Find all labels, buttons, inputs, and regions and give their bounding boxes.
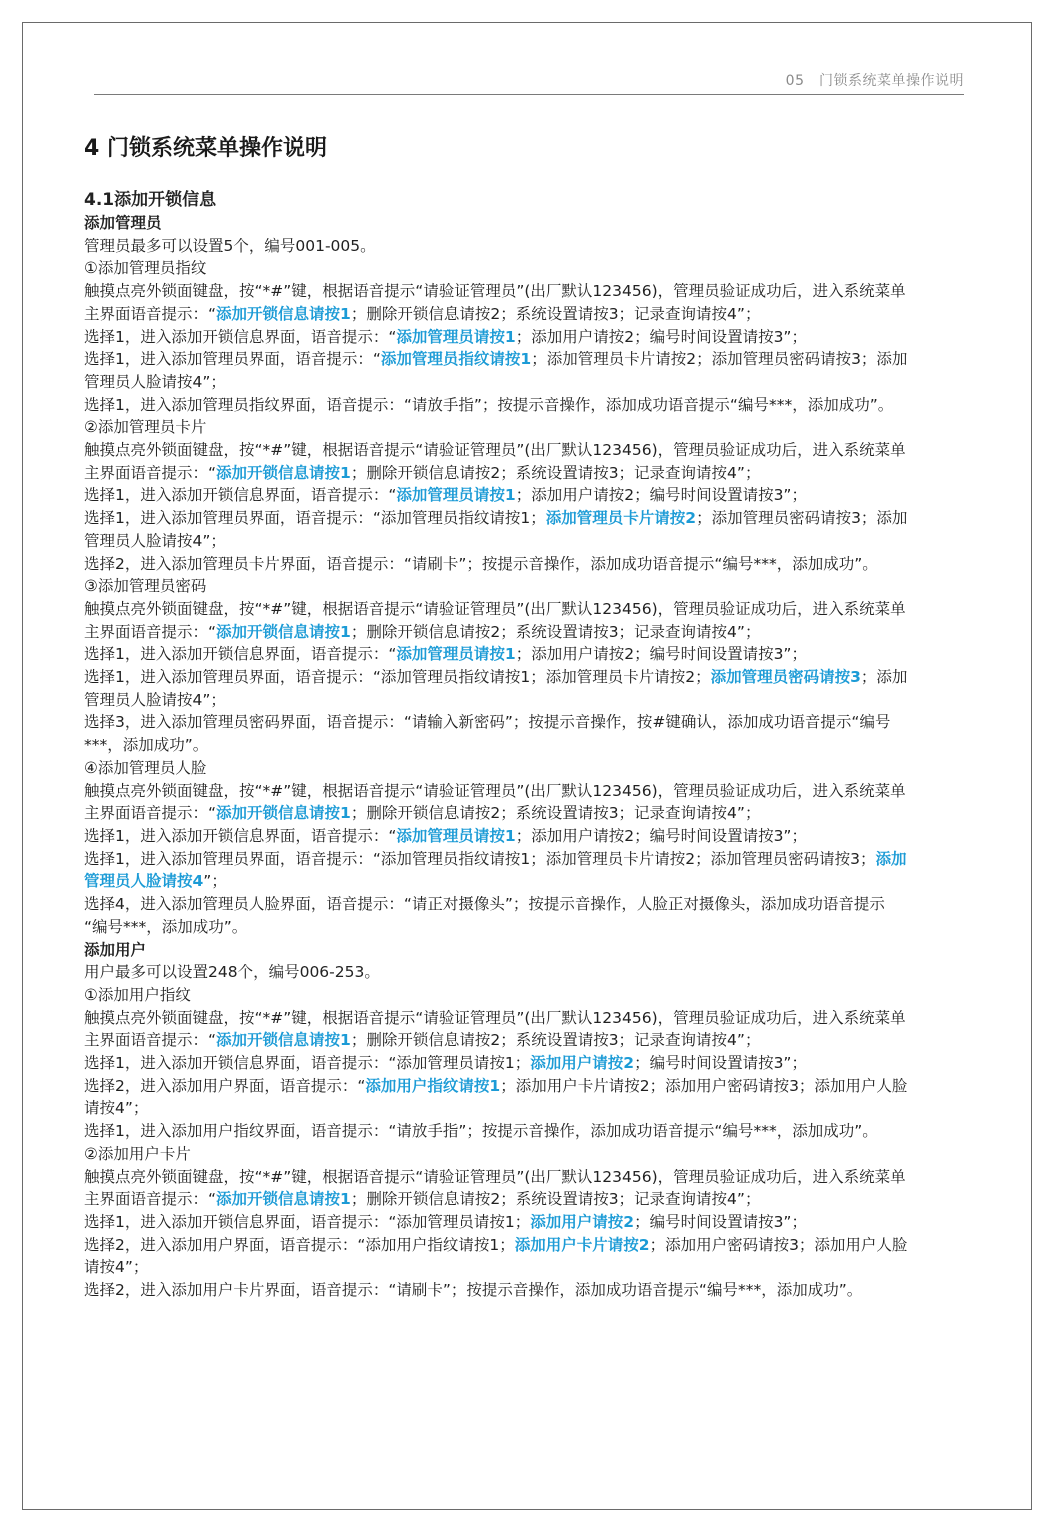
text-line	[84, 780, 984, 803]
text-segment: 触摸点亮外锁面键盘，按“*#”键，根据语音提示“请验证管理员”(出厂默认123456)，管理员验证成功后，进入系统菜单	[84, 282, 906, 301]
text-segment: ；删除开锁信息请按2；系统设置请按3；记录查询请按4”；	[350, 804, 761, 823]
highlighted-text: 添加管理员请按1	[396, 327, 516, 346]
text-segment: 添加管理员	[84, 214, 162, 232]
text-line	[84, 484, 984, 507]
text-line	[84, 1097, 984, 1120]
text-segment: 触摸点亮外锁面键盘，按“*#”键，根据语音提示“请验证管理员”(出厂默认123456)，管理员验证成功后，进入系统菜单	[84, 1008, 906, 1027]
highlighted-text: 添加开锁信息请按1	[216, 622, 351, 641]
text-segment: 主界面语音提示：“	[84, 304, 217, 323]
highlighted-text: 添加用户指纹请按1	[365, 1076, 501, 1095]
text-line	[84, 326, 984, 349]
text-line	[84, 870, 984, 893]
text-segment: 选择2，进入添加用户界面，语音提示：“	[84, 1076, 366, 1095]
highlighted-text: 添加开锁信息请按1	[216, 1190, 351, 1209]
highlighted-text: 添加管理员密码请按3	[710, 668, 861, 687]
text-line	[84, 1234, 984, 1257]
text-segment: ；添加用户请按2；编号时间设置请按3”；	[515, 826, 807, 845]
text-segment: 选择2，进入添加用户界面，语音提示：“添加用户指纹请按1；	[84, 1235, 515, 1254]
text-line	[84, 257, 984, 280]
text-segment: 选择1，进入添加开锁信息界面，语音提示：“添加管理员请按1；	[84, 1212, 531, 1231]
text-line	[84, 575, 984, 598]
text-segment: 主界面语音提示：“	[84, 804, 217, 823]
highlighted-text: 添加管理员指纹请按1	[380, 350, 532, 369]
text-segment: ①添加用户指纹	[84, 985, 191, 1004]
text-segment: ；添加用户请按2；编号时间设置请按3”；	[515, 645, 807, 664]
text-line	[84, 757, 984, 780]
text-segment: 选择1，进入添加开锁信息界面，语音提示：“	[84, 826, 397, 845]
text-segment: 触摸点亮外锁面键盘，按“*#”键，根据语音提示“请验证管理员”(出厂默认123456)，管理员验证成功后，进入系统菜单	[84, 781, 906, 800]
text-segment: 主界面语音提示：“	[84, 1190, 217, 1209]
text-segment: 用户最多可以设置248个，编号006-253。	[84, 963, 380, 982]
text-segment: 选择1，进入添加管理员指纹界面，语音提示：“请放手指”；按提示音操作，添加成功语音提示“编号***，添加成功”。	[84, 395, 894, 414]
text-line	[84, 848, 984, 871]
text-line	[84, 711, 984, 734]
text-segment: ；删除开锁信息请按2；系统设置请按3；记录查询请按4”；	[350, 622, 761, 641]
text-segment: 4.1添加开锁信息	[84, 190, 217, 210]
text-segment: 触摸点亮外锁面键盘，按“*#”键，根据语音提示“请验证管理员”(出厂默认123456)，管理员验证成功后，进入系统菜单	[84, 599, 906, 618]
text-line	[84, 530, 984, 553]
highlighted-text: 管理员人脸请按4	[84, 872, 204, 891]
highlighted-text: 添加开锁信息请按1	[216, 304, 351, 323]
highlighted-text: 添加用户请按2	[530, 1212, 635, 1231]
text-segment: ；删除开锁信息请按2；系统设置请按3；记录查询请按4”；	[350, 463, 761, 482]
section-heading	[84, 188, 984, 212]
subsection-heading	[84, 212, 984, 235]
text-segment: ；添加用户卡片请按2；添加用户密码请按3；添加用户人脸	[500, 1076, 908, 1095]
text-line	[84, 439, 984, 462]
header-text: 05 门锁系统菜单操作说明	[785, 73, 964, 89]
highlighted-text: 添加管理员请按1	[396, 645, 516, 664]
text-line	[84, 1007, 984, 1030]
text-segment: 选择3，进入添加管理员密码界面，语音提示：“请输入新密码”；按提示音操作，按#键确认，添加成功语音提示“编号	[84, 713, 891, 732]
highlighted-text: 添加管理员请按1	[396, 826, 516, 845]
text-line	[84, 1143, 984, 1166]
text-segment: ；添加管理员卡片请按2；添加管理员密码请按3；添加	[531, 350, 908, 369]
text-line	[84, 1166, 984, 1189]
text-line	[84, 666, 984, 689]
page-header	[94, 64, 964, 95]
text-segment: 请按4”；	[84, 1099, 149, 1118]
text-segment: 选择1，进入添加用户指纹界面，语音提示：“请放手指”；按提示音操作，添加成功语音提示“编号***，添加成功”。	[84, 1122, 878, 1141]
text-line	[84, 507, 984, 530]
text-line	[84, 1279, 984, 1302]
text-segment: 选择1，进入添加管理员界面，语音提示：“添加管理员指纹请按1；添加管理员卡片请按2；添加管理员密码请按3；	[84, 849, 876, 868]
highlighted-text: 添加	[875, 849, 907, 868]
text-segment: 请按4”；	[84, 1258, 149, 1277]
text-line	[84, 893, 984, 916]
text-segment: ；删除开锁信息请按2；系统设置请按3；记录查询请按4”；	[350, 304, 761, 323]
text-segment: ”；	[203, 872, 227, 891]
highlighted-text: 添加管理员请按1	[396, 486, 516, 505]
text-line	[84, 825, 984, 848]
text-line	[84, 280, 984, 303]
text-segment: 触摸点亮外锁面键盘，按“*#”键，根据语音提示“请验证管理员”(出厂默认123456)，管理员验证成功后，进入系统菜单	[84, 441, 906, 460]
text-line	[84, 348, 984, 371]
text-segment: 选择4，进入添加管理员人脸界面，语音提示：“请正对摄像头”；按提示音操作，人脸正对摄像头，添加成功语音提示	[84, 895, 885, 914]
text-line	[84, 916, 984, 939]
text-line	[84, 394, 984, 417]
text-segment: ②添加管理员卡片	[84, 418, 207, 437]
highlighted-text: 添加用户卡片请按2	[514, 1235, 650, 1254]
text-line	[84, 303, 984, 326]
text-segment: 管理员人脸请按4”；	[84, 690, 226, 709]
text-segment: ；添加	[860, 668, 908, 687]
text-line	[84, 643, 984, 666]
text-line	[84, 1052, 984, 1075]
text-segment: “编号***，添加成功”。	[84, 917, 248, 936]
text-segment: 选择1，进入添加开锁信息界面，语音提示：“	[84, 486, 397, 505]
text-segment: ；添加管理员密码请按3；添加	[696, 509, 908, 528]
text-line	[84, 802, 984, 825]
text-segment: ；添加用户请按2；编号时间设置请按3”；	[515, 327, 807, 346]
text-segment: 主界面语音提示：“	[84, 463, 217, 482]
text-line	[84, 1120, 984, 1143]
text-segment: 选择1，进入添加开锁信息界面，语音提示：“	[84, 327, 397, 346]
text-segment: ；添加用户密码请按3；添加用户人脸	[649, 1235, 908, 1254]
text-segment: 触摸点亮外锁面键盘，按“*#”键，根据语音提示“请验证管理员”(出厂默认123456)，管理员验证成功后，进入系统菜单	[84, 1167, 906, 1186]
paragraph-lines	[84, 188, 984, 1302]
highlighted-text: 添加开锁信息请按1	[216, 463, 351, 482]
text-segment: ；编号时间设置请按3”；	[634, 1212, 807, 1231]
text-segment: 管理员人脸请按4”；	[84, 372, 226, 391]
text-line	[84, 1075, 984, 1098]
text-segment: ；编号时间设置请按3”；	[634, 1054, 807, 1073]
document-body	[84, 134, 984, 1302]
text-segment: 选择1，进入添加开锁信息界面，语音提示：“添加管理员请按1；	[84, 1054, 531, 1073]
text-line	[84, 1256, 984, 1279]
text-segment: 选择2，进入添加管理员卡片界面，语音提示：“请刷卡”；按提示音操作，添加成功语音提示“编号***，添加成功”。	[84, 554, 878, 573]
text-line	[84, 961, 984, 984]
text-segment: ③添加管理员密码	[84, 577, 207, 596]
text-segment: 管理员人脸请按4”；	[84, 531, 226, 550]
page-title: 4 门锁系统菜单操作说明	[84, 136, 327, 161]
subsection-heading	[84, 939, 984, 962]
text-line	[84, 553, 984, 576]
text-segment: ；添加用户请按2；编号时间设置请按3”；	[515, 486, 807, 505]
text-segment: 选择1，进入添加管理员界面，语音提示：“添加管理员指纹请按1；添加管理员卡片请按2；	[84, 668, 711, 687]
text-line	[84, 371, 984, 394]
text-line	[84, 734, 984, 757]
text-segment: 选择1，进入添加管理员界面，语音提示：“	[84, 350, 381, 369]
text-line	[84, 984, 984, 1007]
text-line	[84, 416, 984, 439]
text-segment: ***，添加成功”。	[84, 736, 209, 755]
text-line	[84, 1211, 984, 1234]
text-line	[84, 462, 984, 485]
text-line	[84, 598, 984, 621]
text-segment: 主界面语音提示：“	[84, 622, 217, 641]
text-segment: ④添加管理员人脸	[84, 758, 207, 777]
text-segment: 管理员最多可以设置5个，编号001-005。	[84, 236, 376, 255]
text-segment: ；删除开锁信息请按2；系统设置请按3；记录查询请按4”；	[350, 1190, 761, 1209]
text-segment: 选择2，进入添加用户卡片界面，语音提示：“请刷卡”；按提示音操作，添加成功语音提示“编号***，添加成功”。	[84, 1281, 863, 1300]
highlighted-text: 添加开锁信息请按1	[216, 1031, 351, 1050]
text-line	[84, 1029, 984, 1052]
highlighted-text: 添加开锁信息请按1	[216, 804, 351, 823]
highlighted-text: 添加管理员卡片请按2	[545, 509, 697, 528]
text-segment: ①添加管理员指纹	[84, 259, 207, 278]
highlighted-text: 添加用户请按2	[530, 1054, 635, 1073]
text-segment: 添加用户	[84, 940, 147, 959]
text-segment: 主界面语音提示：“	[84, 1031, 217, 1050]
text-segment: ；删除开锁信息请按2；系统设置请按3；记录查询请按4”；	[350, 1031, 761, 1050]
text-segment: 选择1，进入添加管理员界面，语音提示：“添加管理员指纹请按1；	[84, 509, 546, 528]
text-line	[84, 1188, 984, 1211]
text-segment: ②添加用户卡片	[84, 1144, 191, 1163]
text-line	[84, 689, 984, 712]
text-line	[84, 235, 984, 258]
text-line	[84, 621, 984, 644]
text-segment: 选择1，进入添加开锁信息界面，语音提示：“	[84, 645, 397, 664]
